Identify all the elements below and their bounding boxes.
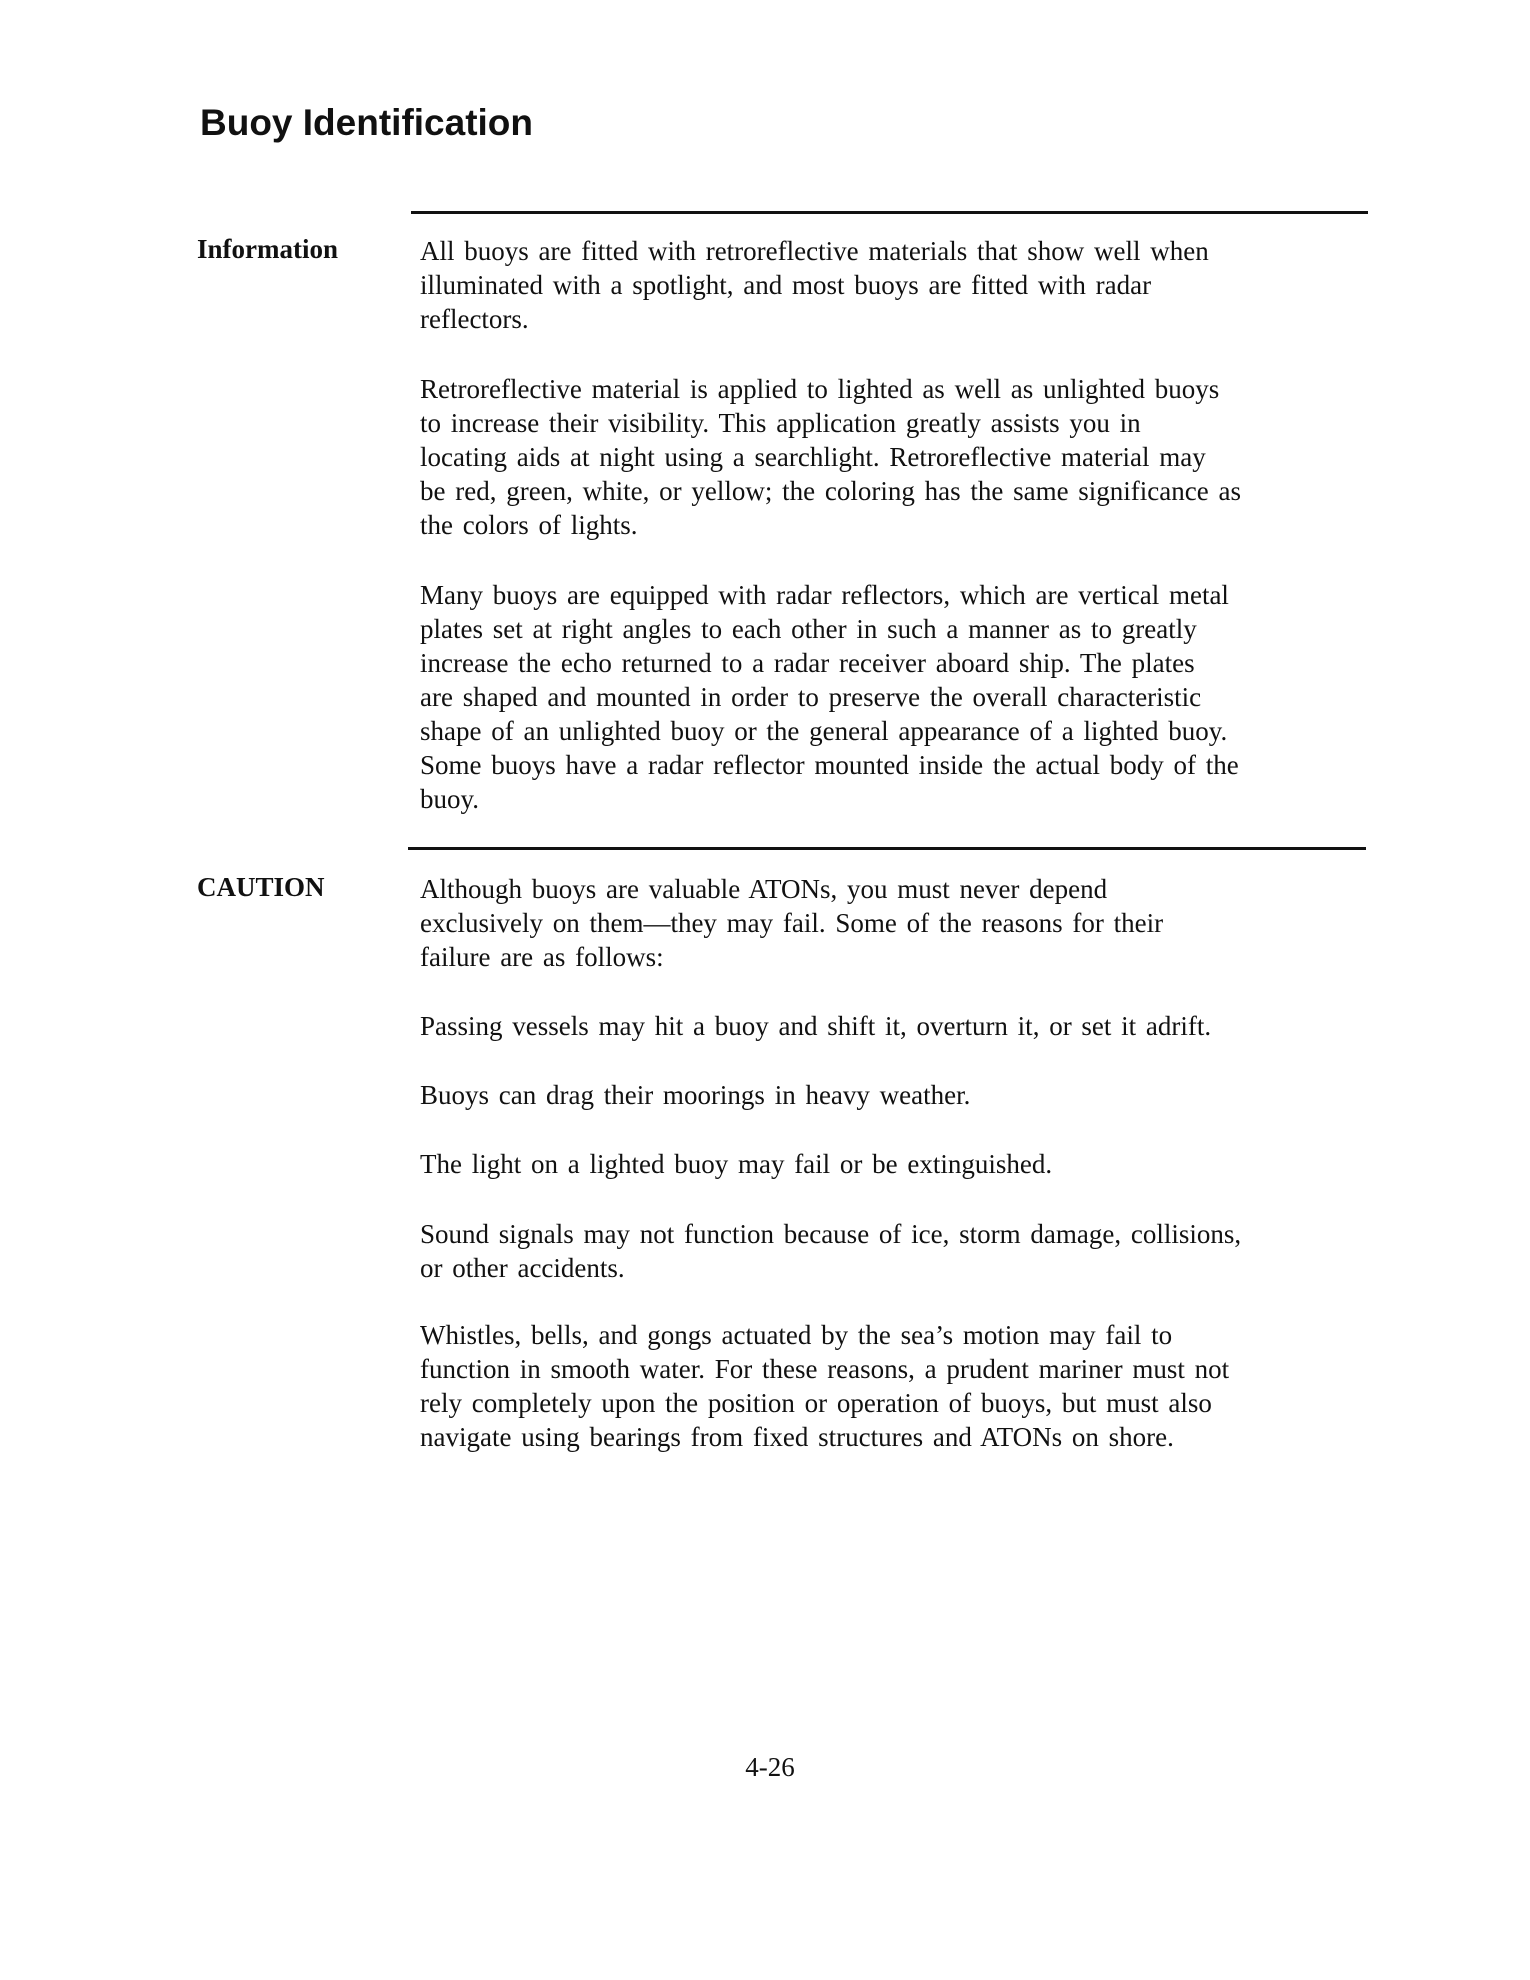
caution-paragraph: [420, 1147, 1340, 1181]
text-line: reflectors.: [420, 304, 529, 334]
text-line: illuminated with a spotlight, and most buoys are fitted with radar: [420, 270, 1152, 300]
information-paragraph: [420, 372, 1340, 542]
text-line: are shaped and mounted in order to preserve the overall characteristic: [420, 682, 1202, 712]
caution-paragraph: [420, 1078, 1340, 1112]
text-line: Sound signals may not function because of ice, storm damage, collisions,: [420, 1219, 1242, 1249]
text-line: rely completely upon the position or operation of buoys, but must also: [420, 1388, 1212, 1418]
section-divider: [411, 211, 1368, 214]
text-line: Many buoys are equipped with radar reflectors, which are vertical metal: [420, 580, 1229, 610]
text-line: function in smooth water. For these reasons, a prudent mariner must not: [420, 1354, 1230, 1384]
caution-paragraph: [420, 1009, 1340, 1043]
text-line: to increase their visibility. This application greatly assists you in: [420, 408, 1141, 438]
section-divider: [408, 847, 1366, 850]
text-line: plates set at right angles to each other in such a manner as to greatly: [420, 614, 1197, 644]
text-line: Although buoys are valuable ATONs, you must never depend: [420, 874, 1108, 904]
text-line: be red, green, white, or yellow; the coloring has the same significance as: [420, 476, 1241, 506]
text-line: failure are as follows:: [420, 942, 664, 972]
text-line: navigate using bearings from fixed structures and ATONs on shore.: [420, 1422, 1174, 1452]
page-number: 4-26: [745, 1752, 795, 1782]
page-title: Buoy Identification: [200, 102, 533, 143]
text-line: Buoys can drag their moorings in heavy weather.: [420, 1080, 971, 1110]
caution-paragraph: [420, 1217, 1340, 1285]
text-line: Retroreflective material is applied to lighted as well as unlighted buoys: [420, 374, 1220, 404]
text-line: Some buoys have a radar reflector mounted inside the actual body of the: [420, 750, 1239, 780]
text-line: or other accidents.: [420, 1253, 625, 1283]
text-line: buoy.: [420, 784, 479, 814]
text-line: Whistles, bells, and gongs actuated by the sea’s motion may fail to: [420, 1320, 1173, 1350]
information-paragraph: [420, 578, 1340, 816]
information-label: Information: [197, 234, 338, 264]
text-line: shape of an unlighted buoy or the general appearance of a lighted buoy.: [420, 716, 1228, 746]
caution-paragraph: [420, 1318, 1340, 1454]
caution-label: CAUTION: [197, 872, 325, 902]
text-line: increase the echo returned to a radar receiver aboard ship. The plates: [420, 648, 1195, 678]
text-line: The light on a lighted buoy may fail or be extinguished.: [420, 1149, 1053, 1179]
caution-paragraph: [420, 872, 1340, 974]
text-line: Passing vessels may hit a buoy and shift it, overturn it, or set it adrift.: [420, 1011, 1212, 1041]
text-line: exclusively on them—they may fail. Some of the reasons for their: [420, 908, 1164, 938]
information-paragraph: [420, 234, 1340, 336]
text-line: the colors of lights.: [420, 510, 638, 540]
text-line: All buoys are fitted with retroreflective materials that show well when: [420, 236, 1209, 266]
text-line: locating aids at night using a searchlight. Retroreflective material may: [420, 442, 1206, 472]
